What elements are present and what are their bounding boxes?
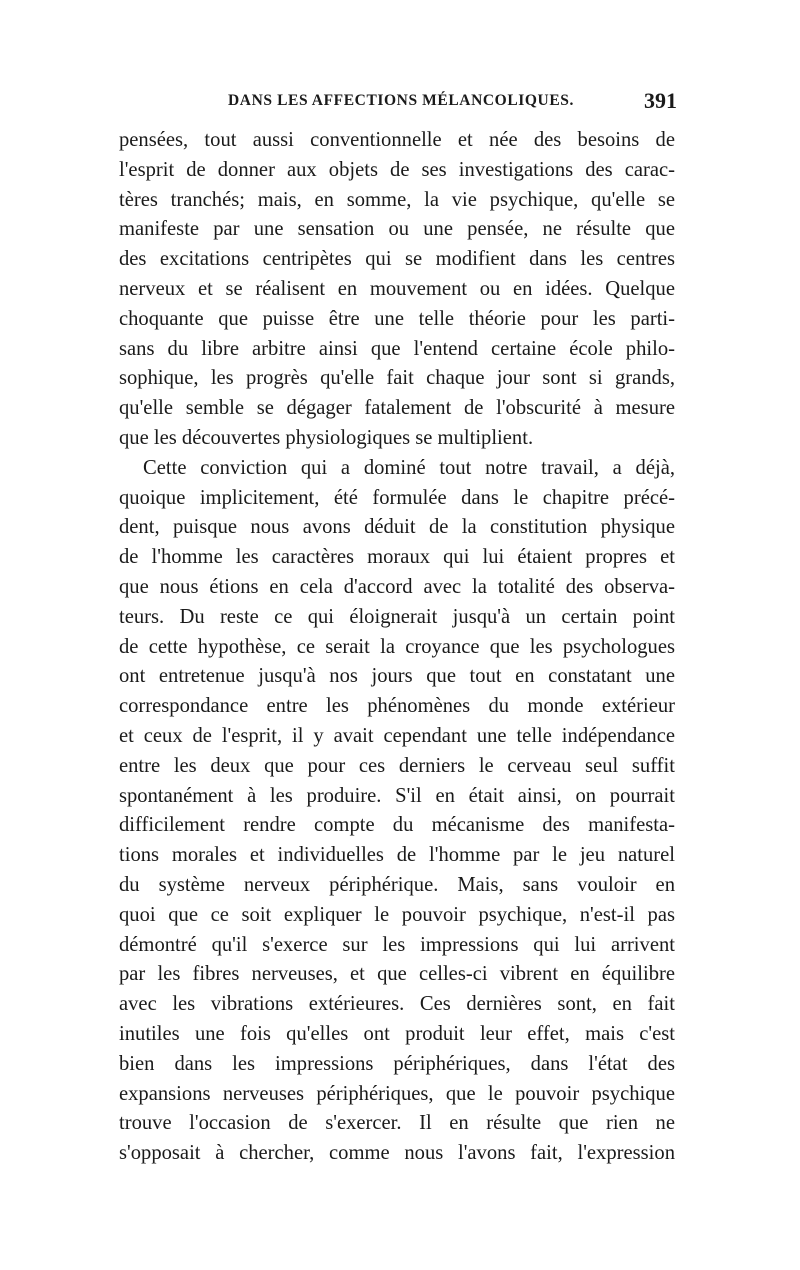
text-line: que les découvertes physiologiques se multiplient. — [119, 426, 534, 449]
text-line: nerveux et se réalisent en mouvement ou en idées. Quelque — [119, 277, 675, 300]
text-line: sans du libre arbitre ainsi que l'entend certaine école philo- — [119, 337, 675, 360]
text-line: teurs. Du reste ce qui éloignerait jusqu'à un certain point — [119, 605, 675, 628]
text-line: démontré qu'il s'exerce sur les impressions qui lui arrivent — [119, 933, 675, 956]
running-header — [228, 88, 683, 118]
text-line: correspondance entre les phénomènes du monde extérieur — [119, 695, 675, 718]
text-line: spontanément à les produire. S'il en était ainsi, on pourrait — [119, 784, 675, 807]
text-line: et ceux de l'esprit, il y avait cependant une telle indépendance — [119, 724, 675, 747]
paragraph-2 — [119, 454, 675, 1169]
text-line: ont entretenue jusqu'à nos jours que tout en constatant une — [119, 665, 675, 688]
text-line: inutiles une fois qu'elles ont produit leur effet, mais c'est — [119, 1022, 675, 1045]
text-line: tères tranchés; mais, en somme, la vie psychique, qu'elle se — [119, 188, 675, 211]
text-line: dent, puisque nous avons déduit de la constitution physique — [119, 516, 675, 539]
text-line: trouve l'occasion de s'exercer. Il en résulte que rien ne — [119, 1112, 675, 1135]
text-line: pensées, tout aussi conventionnelle et née des besoins de — [119, 129, 675, 151]
text-line: expansions nerveuses périphériques, que le pouvoir psychique — [119, 1082, 675, 1105]
text-line: difficilement rendre compte du mécanisme des manifesta- — [119, 814, 675, 837]
text-line: tions morales et individuelles de l'homme par le jeu naturel — [119, 844, 675, 867]
text-line: de l'homme les caractères moraux qui lui étaient propres et — [119, 546, 675, 569]
running-title: DANS LES AFFECTIONS MÉLANCOLIQUES. — [228, 92, 574, 109]
text-line: bien dans les impressions périphériques, dans l'état des — [119, 1052, 675, 1075]
text-line: que nous étions en cela d'accord avec la totalité des observa- — [119, 575, 675, 598]
text-line: manifeste par une sensation ou une pensée, ne résulte que — [119, 218, 675, 241]
text-line: l'esprit de donner aux objets de ses investigations des carac- — [119, 158, 675, 181]
text-line: du système nerveux périphérique. Mais, sans vouloir en — [119, 873, 675, 896]
text-line: choquante que puisse être une telle théorie pour les parti- — [119, 307, 675, 330]
text-line: qu'elle semble se dégager fatalement de l'obscurité à mesure — [119, 397, 675, 420]
text-line: quoi que ce soit expliquer le pouvoir psychique, n'est-il pas — [119, 903, 675, 926]
text-line: de cette hypothèse, ce serait la croyance que les psychologues — [119, 635, 675, 658]
text-line: avec les vibrations extérieures. Ces dernières sont, en fait — [119, 993, 675, 1016]
text-line: des excitations centripètes qui se modifient dans les centres — [119, 248, 675, 271]
text-line: s'opposait à chercher, comme nous l'avons fait, l'expression — [119, 1142, 675, 1165]
text-line: sophique, les progrès qu'elle fait chaque jour sont si grands, — [119, 367, 675, 390]
paragraph-1 — [119, 126, 675, 454]
text-line: par les fibres nerveuses, et que celles-ci vibrent en équilibre — [119, 963, 675, 986]
text-line: entre les deux que pour ces derniers le cerveau seul suffit — [119, 754, 675, 777]
text-line: quoique implicitement, été formulée dans le chapitre précé- — [119, 486, 675, 509]
body-text — [119, 126, 675, 1169]
page-number: 391 — [644, 88, 677, 113]
text-line: Cette conviction qui a dominé tout notre travail, a déjà, — [143, 456, 675, 479]
